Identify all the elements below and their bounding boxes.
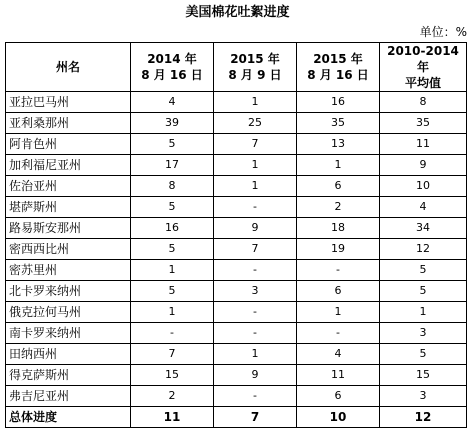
unit-label: 单位：% [419,25,467,39]
total-label: 总体进度 [6,407,131,428]
value-2015-aug16: 1 [297,302,380,323]
value-2015-aug16: 18 [297,218,380,239]
total-row [6,407,467,428]
value-2015-aug9: 7 [214,239,297,260]
state-name: 密西西比州 [6,239,131,260]
value-avg-2010-2014: 11 [380,134,467,155]
header-state [6,43,131,92]
value-2015-aug9: 1 [214,344,297,365]
header-state-label: 州名 [55,60,80,74]
value-avg-2010-2014: 5 [380,260,467,281]
value-2015-aug16: 1 [297,155,380,176]
total-avg-2010-2014: 12 [380,407,467,428]
value-avg-2010-2014: 34 [380,218,467,239]
state-name: 弗吉尼亚州 [6,386,131,407]
header-line2: 平均值 [404,76,441,90]
value-2015-aug9: 9 [214,218,297,239]
value-2015-aug9: 3 [214,281,297,302]
header-2015-aug16 [297,43,380,92]
value-2014-aug16: 5 [131,197,214,218]
table-row [6,302,467,323]
value-2015-aug9: 1 [214,92,297,113]
value-avg-2010-2014: 3 [380,386,467,407]
value-2014-aug16: 1 [131,302,214,323]
value-2015-aug9: - [214,323,297,344]
table-row [6,365,467,386]
state-name: 密苏里州 [6,260,131,281]
value-2014-aug16: 5 [131,134,214,155]
header-line1: 2015 年 [230,52,280,66]
state-name: 得克萨斯州 [6,365,131,386]
header-line1: 2014 年 [147,52,197,66]
header-line1: 2015 年 [313,52,363,66]
table-row [6,155,467,176]
state-name: 田纳西州 [6,344,131,365]
value-2015-aug9: 9 [214,365,297,386]
value-2015-aug16: 16 [297,92,380,113]
cotton-boll-opening-table [5,42,467,428]
total-2014-aug16: 11 [131,407,214,428]
value-2015-aug9: 1 [214,176,297,197]
value-2015-aug16: 13 [297,134,380,155]
header-line1: 2010-2014 年 [387,44,459,74]
value-2015-aug16: 19 [297,239,380,260]
value-2015-aug9: 7 [214,134,297,155]
value-avg-2010-2014: 3 [380,323,467,344]
table-row [6,386,467,407]
state-name: 加利福尼亚州 [6,155,131,176]
value-2014-aug16: 5 [131,281,214,302]
value-2015-aug9: - [214,386,297,407]
value-avg-2010-2014: 5 [380,281,467,302]
value-avg-2010-2014: 9 [380,155,467,176]
value-2015-aug9: - [214,302,297,323]
header-line2: 8 月 9 日 [228,68,282,82]
value-avg-2010-2014: 35 [380,113,467,134]
state-name: 南卡罗来纳州 [6,323,131,344]
table-header-row [6,43,467,92]
value-avg-2010-2014: 4 [380,197,467,218]
table-row [6,134,467,155]
value-2014-aug16: 5 [131,239,214,260]
value-2014-aug16: 17 [131,155,214,176]
state-name: 路易斯安那州 [6,218,131,239]
value-2015-aug16: 6 [297,386,380,407]
header-line2: 8 月 16 日 [141,68,203,82]
value-2014-aug16: 16 [131,218,214,239]
value-2015-aug16: 2 [297,197,380,218]
table-row [6,344,467,365]
value-2015-aug9: - [214,197,297,218]
value-2014-aug16: - [131,323,214,344]
value-2015-aug16: - [297,323,380,344]
value-2014-aug16: 15 [131,365,214,386]
value-2015-aug9: 1 [214,155,297,176]
table-row [6,239,467,260]
table-row [6,260,467,281]
state-name: 北卡罗来纳州 [6,281,131,302]
value-avg-2010-2014: 1 [380,302,467,323]
table-row [6,197,467,218]
header-avg-2010-2014 [380,43,467,92]
state-name: 佐治亚州 [6,176,131,197]
total-2015-aug16: 10 [297,407,380,428]
state-name: 亚利桑那州 [6,113,131,134]
state-name: 阿肯色州 [6,134,131,155]
table-row [6,176,467,197]
table-row [6,281,467,302]
state-name: 堪萨斯州 [6,197,131,218]
value-2015-aug16: 35 [297,113,380,134]
value-2015-aug16: 6 [297,176,380,197]
value-2015-aug16: 6 [297,281,380,302]
page-title: 美国棉花吐絮进度 [185,5,290,20]
state-name: 俄克拉何马州 [6,302,131,323]
header-line2: 8 月 16 日 [307,68,369,82]
value-2014-aug16: 1 [131,260,214,281]
table-row [6,323,467,344]
value-avg-2010-2014: 5 [380,344,467,365]
header-2015-aug9 [214,43,297,92]
value-avg-2010-2014: 12 [380,239,467,260]
value-2015-aug9: 25 [214,113,297,134]
value-2015-aug9: - [214,260,297,281]
value-avg-2010-2014: 10 [380,176,467,197]
table-row [6,218,467,239]
value-2014-aug16: 2 [131,386,214,407]
value-2015-aug16: - [297,260,380,281]
value-2014-aug16: 7 [131,344,214,365]
value-avg-2010-2014: 8 [380,92,467,113]
value-2015-aug16: 4 [297,344,380,365]
value-2014-aug16: 8 [131,176,214,197]
table-row [6,92,467,113]
state-name: 亚拉巴马州 [6,92,131,113]
header-2014-aug16 [131,43,214,92]
value-2014-aug16: 39 [131,113,214,134]
value-2015-aug16: 11 [297,365,380,386]
total-2015-aug9: 7 [214,407,297,428]
value-avg-2010-2014: 15 [380,365,467,386]
value-2014-aug16: 4 [131,92,214,113]
table-row [6,113,467,134]
